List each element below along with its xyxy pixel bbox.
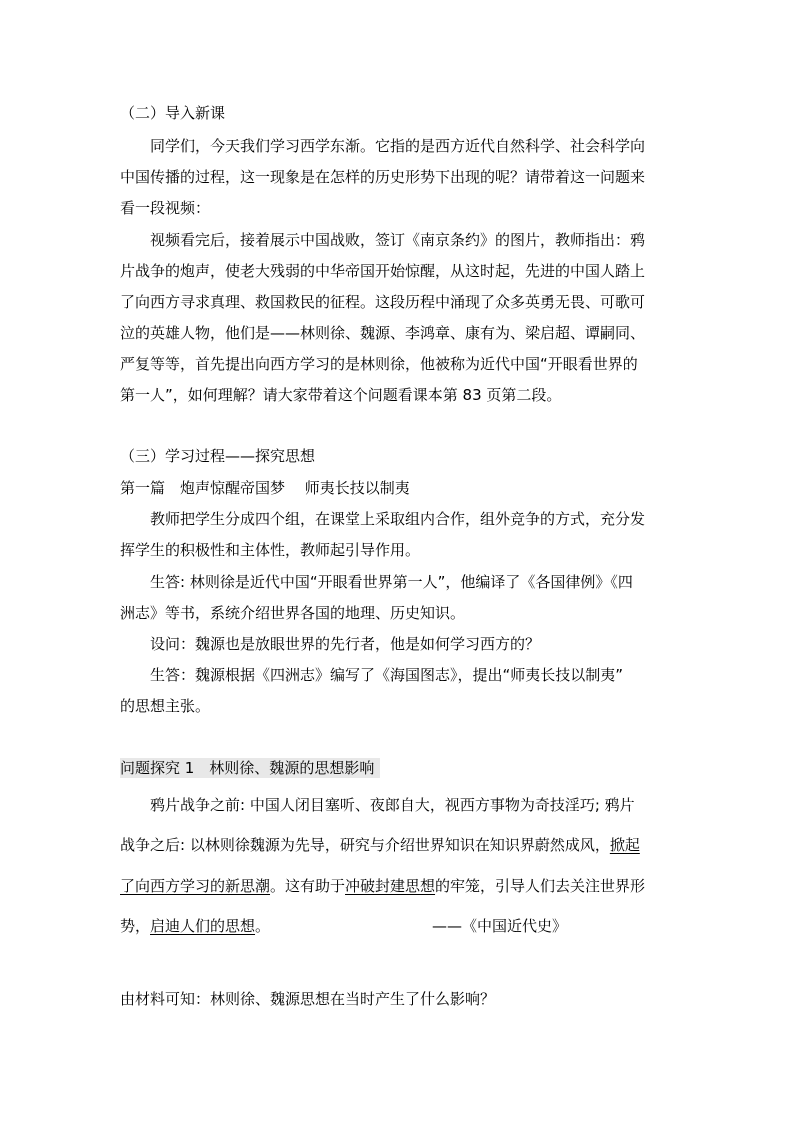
part-title: 第一篇 炮声惊醒帝国梦 师夷长技以制夷: [120, 479, 410, 497]
paragraph-line: 教师把学生分成四个组，在课堂上采取组内合作，组外竞争的方式，充分发: [150, 510, 646, 528]
answer-line: 洲志》等书，系统介绍世界各国的地理、历史知识。: [120, 604, 466, 622]
question-prompt: 由材料可知：林则徐、魏源思想在当时产生了什么影响？: [120, 990, 496, 1008]
paragraph-line: 泣的英雄人物，他们是——林则徐、魏源、李鸿章、康有为、梁启超、谭嗣同、: [120, 324, 646, 342]
paragraph-line: 视频看完后，接着展示中国战败，签订《南京条约》的图片，教师指出：鸦: [150, 231, 646, 249]
paragraph-line: 挥学生的积极性和主体性，教师起引导作用。: [120, 541, 421, 559]
section-heading: （三）学习过程——探究思想: [120, 447, 316, 465]
underlined-text: 启迪人们的思想: [150, 917, 256, 935]
material-text: 战争之后: 以林则徐魏源为先导，研究与介绍世界知识在知识界蔚然成风，: [120, 836, 610, 854]
material-line: [120, 916, 270, 936]
section-heading: （二）导入新课: [120, 104, 226, 122]
paragraph-line: 中国传播的过程，这一现象是在怎样的历史形势下出现的呢？请带着这一问题来: [120, 168, 646, 186]
answer-line: 生答：魏源根据《四洲志》编写了《海国图志》，提出“师夷长技以制夷”: [150, 666, 624, 684]
material-line: 鸦片战争之前: 中国人闭目塞听、夜郎自大，视西方事物为奇技淫巧; 鸦片: [150, 796, 635, 814]
inquiry-title: [120, 758, 380, 778]
underlined-text: 掀起: [609, 836, 640, 854]
material-text: 。这有助于: [270, 877, 346, 895]
material-line: [120, 876, 645, 896]
paragraph-line: 同学们，今天我们学习西学东渐。它指的是西方近代自然科学、社会科学向: [150, 137, 646, 155]
paragraph-line: 第一人”，如何理解？请大家带着这个问题看课本第 83 页第二段。: [120, 386, 562, 404]
answer-line: 的思想主张。: [120, 697, 211, 715]
material-text: 势，: [120, 917, 151, 935]
underlined-text: 冲破封建思想: [345, 877, 436, 895]
answer-line: 生答: 林则徐是近代中国“开眼看世界第一人”，他编译了《各国律例》《四: [150, 573, 633, 591]
paragraph-line: 了向西方寻求真理、救国救民的征程。这段历程中涌现了众多英勇无畏、可歌可: [120, 293, 646, 311]
paragraph-line: 片战争的炮声，使老大残弱的中华帝国开始惊醒，从这时起，先进的中国人踏上: [120, 262, 646, 280]
material-source: ——《中国近代史》: [432, 917, 568, 935]
underlined-text: 了向西方学习的新思潮: [120, 877, 271, 895]
question-line: 设问：魏源也是放眼世界的先行者，他是如何学习西方的？: [150, 635, 541, 653]
paragraph-line: 严复等等，首先提出向西方学习的是林则徐，他被称为近代中国“开眼看世界的: [120, 355, 638, 373]
paragraph-line: 看一段视频：: [120, 199, 211, 217]
inquiry-title-text: 问题探究 1 林则徐、魏源的思想影响: [120, 758, 380, 778]
material-line: [120, 835, 640, 855]
material-text: 。: [255, 917, 271, 935]
material-text: 的牢笼，引导人们去关注世界形: [435, 877, 646, 895]
